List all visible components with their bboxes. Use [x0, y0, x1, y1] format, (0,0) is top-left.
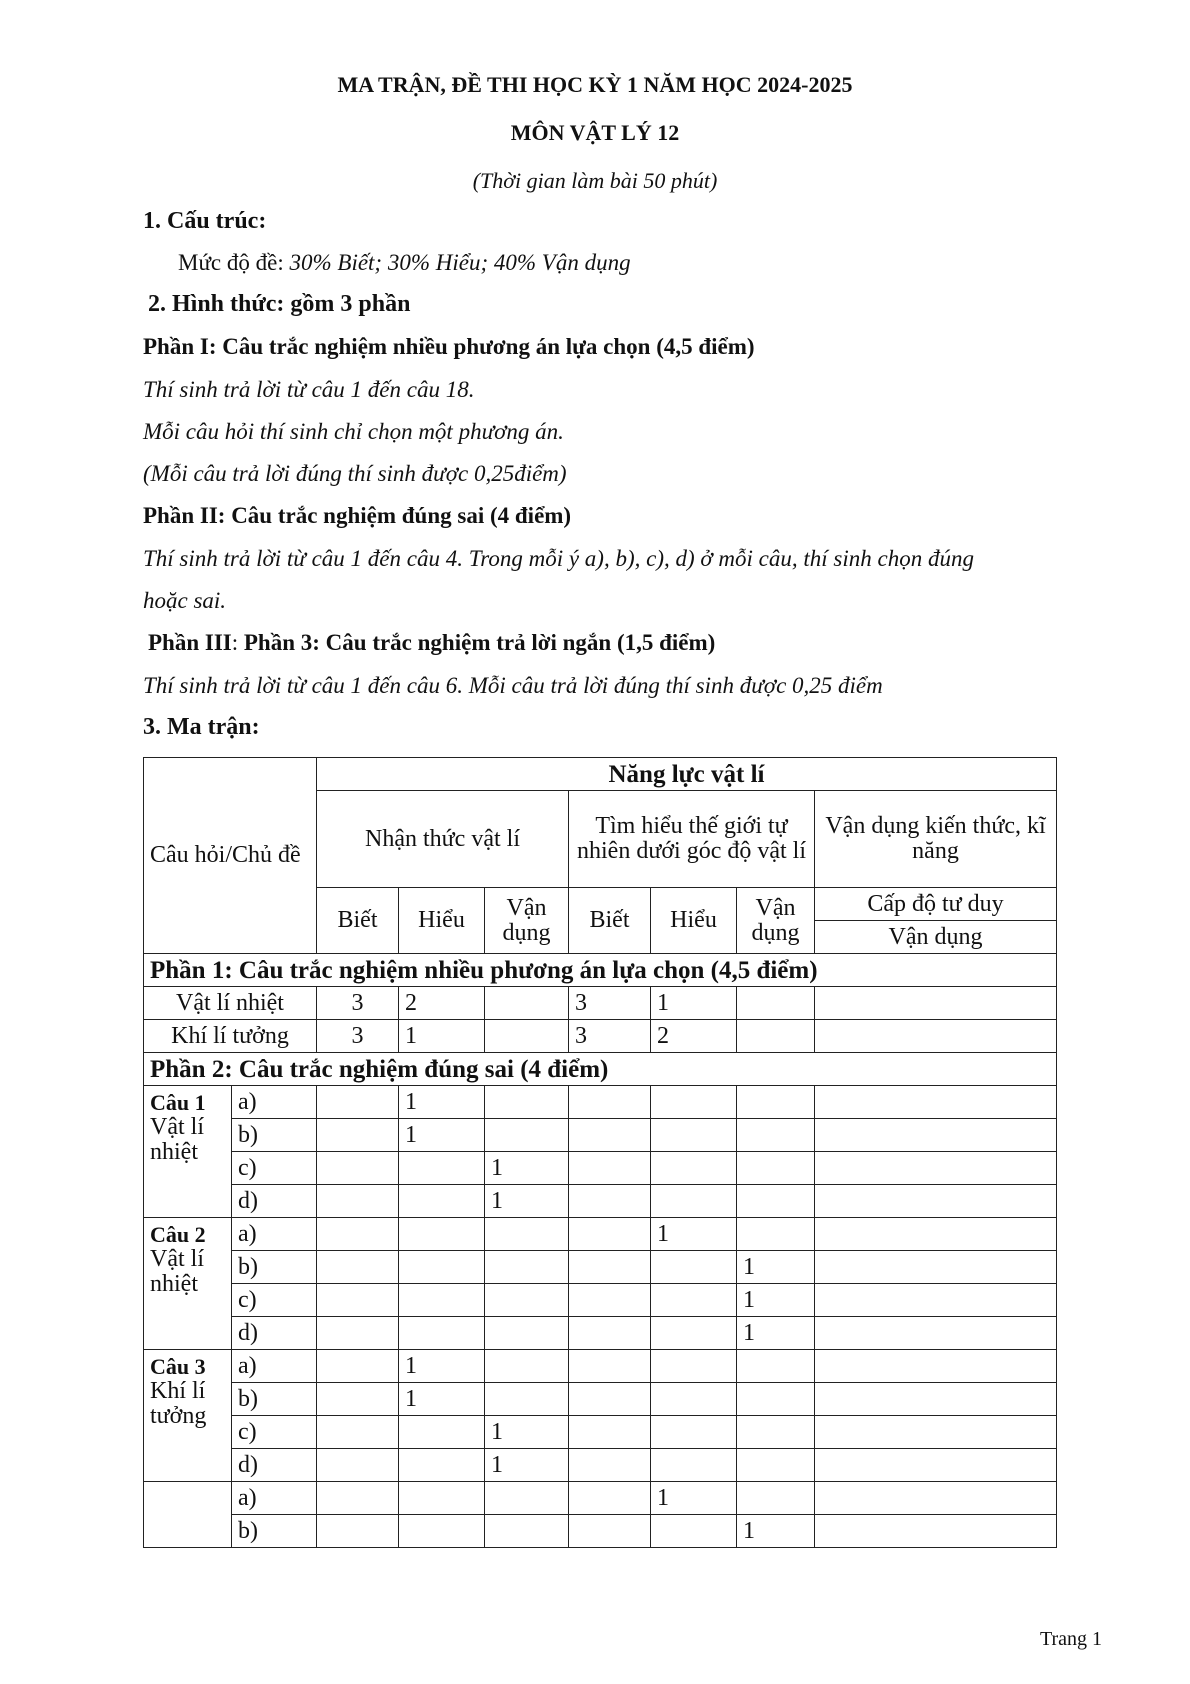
- value-cell: [815, 1152, 1057, 1185]
- doc-title: MA TRẬN, ĐỀ THI HỌC KỲ 1 NĂM HỌC 2024-2025: [337, 72, 853, 97]
- value-cell: [317, 1086, 399, 1119]
- value-cell: [651, 1416, 737, 1449]
- section-1-title: Phần 1: Câu trắc nghiệm nhiều phương án lựa chọn (4,5 điểm): [144, 954, 1057, 987]
- value-cell: [737, 1152, 815, 1185]
- part1-title: Phần I: Câu trắc nghiệm nhiều phương án lựa chọn (4,5 điểm): [143, 334, 755, 359]
- table-row: [144, 1251, 1057, 1284]
- question-label: Câu 3: [150, 1354, 206, 1379]
- question-topic: Khí lí tưởng: [150, 1378, 207, 1429]
- section-row-2: [144, 1053, 1057, 1086]
- item-cell: c): [232, 1416, 317, 1449]
- value-cell: 1: [399, 1086, 485, 1119]
- value-cell: 1: [737, 1317, 815, 1350]
- question-topic: Vật lí nhiệt: [150, 1246, 204, 1297]
- value-cell: 1: [485, 1416, 569, 1449]
- value-cell: [399, 1218, 485, 1251]
- value-cell: [317, 1416, 399, 1449]
- value-cell: [815, 1383, 1057, 1416]
- value-cell: [815, 1350, 1057, 1383]
- item-cell: c): [232, 1284, 317, 1317]
- value-cell: [815, 1086, 1057, 1119]
- part3-title-a: Phần III: [148, 630, 232, 655]
- section-row-1: [144, 954, 1057, 987]
- table-row: [144, 1383, 1057, 1416]
- page-number: Trang 1: [1040, 1628, 1103, 1650]
- value-cell: [317, 1383, 399, 1416]
- matrix-heading: 3. Ma trận:: [143, 714, 260, 740]
- value-cell: [399, 1515, 485, 1548]
- value-cell: 3: [569, 1020, 651, 1053]
- table-row: [144, 1152, 1057, 1185]
- value-cell: [737, 1086, 815, 1119]
- item-cell: d): [232, 1317, 317, 1350]
- table-row: [144, 1449, 1057, 1482]
- group-header: Năng lực vật lí: [317, 758, 1057, 791]
- part3-title-b: :: [231, 630, 244, 655]
- value-cell: [569, 1317, 651, 1350]
- table-row: [144, 987, 1057, 1020]
- item-cell: c): [232, 1152, 317, 1185]
- value-cell: 1: [485, 1449, 569, 1482]
- value-cell: [317, 1515, 399, 1548]
- item-cell: a): [232, 1086, 317, 1119]
- doc-subject: MÔN VẬT LÝ 12: [510, 120, 680, 145]
- table-row: [144, 1086, 1057, 1119]
- value-cell: [737, 1482, 815, 1515]
- value-cell: 1: [737, 1251, 815, 1284]
- value-cell: [317, 1482, 399, 1515]
- value-cell: [569, 1251, 651, 1284]
- value-cell: [737, 1350, 815, 1383]
- value-cell: [651, 1152, 737, 1185]
- value-cell: [737, 1416, 815, 1449]
- thinking-level: Cấp độ tư duy: [815, 888, 1057, 921]
- value-cell: [399, 1482, 485, 1515]
- value-cell: 1: [737, 1284, 815, 1317]
- matrix-body: [144, 758, 1057, 1086]
- value-cell: [485, 1317, 569, 1350]
- value-cell: [485, 1086, 569, 1119]
- value-cell: [569, 1383, 651, 1416]
- table-row: [144, 1185, 1057, 1218]
- level-hieu-2: Hiểu: [651, 888, 737, 954]
- value-cell: [399, 1416, 485, 1449]
- part3-line: Thí sinh trả lời từ câu 1 đến câu 6. Mỗi câu trả lời đúng thí sinh được 0,25 điểm: [143, 673, 883, 698]
- item-cell: a): [232, 1350, 317, 1383]
- value-cell: [815, 987, 1057, 1020]
- topic-cell: Khí lí tưởng: [144, 1020, 317, 1053]
- value-cell: [399, 1284, 485, 1317]
- part1-line-2: Mỗi câu hỏi thí sinh chỉ chọn một phương án.: [143, 419, 564, 444]
- value-cell: [815, 1416, 1057, 1449]
- value-cell: [485, 1350, 569, 1383]
- part1-line-1: Thí sinh trả lời từ câu 1 đến câu 18.: [143, 377, 475, 402]
- item-cell: d): [232, 1185, 317, 1218]
- value-cell: [485, 1020, 569, 1053]
- value-cell: [317, 1350, 399, 1383]
- value-cell: [737, 987, 815, 1020]
- question-label: Câu 1: [150, 1090, 206, 1115]
- value-cell: [317, 1251, 399, 1284]
- value-cell: [485, 1383, 569, 1416]
- value-cell: [815, 1317, 1057, 1350]
- corner-header: Câu hỏi/Chủ đề: [144, 758, 317, 954]
- table-row: [144, 1218, 1057, 1251]
- value-cell: 1: [651, 1482, 737, 1515]
- doc-duration: (Thời gian làm bài 50 phút): [472, 168, 718, 193]
- value-cell: [569, 1086, 651, 1119]
- value-cell: [651, 1284, 737, 1317]
- value-cell: [399, 1152, 485, 1185]
- value-cell: [815, 1482, 1057, 1515]
- table-row: [144, 1317, 1057, 1350]
- level-vandung-1: Vận dụng: [485, 888, 569, 954]
- matrix-table: [143, 757, 1057, 1548]
- value-cell: [737, 1185, 815, 1218]
- item-cell: b): [232, 1251, 317, 1284]
- question-cell: [144, 1218, 232, 1350]
- value-cell: [815, 1218, 1057, 1251]
- question-topic: Vật lí nhiệt: [150, 1114, 204, 1165]
- value-cell: [815, 1185, 1057, 1218]
- structure-level-value: 30% Biết; 30% Hiểu; 40% Vận dụng: [289, 250, 631, 275]
- value-cell: [737, 1383, 815, 1416]
- section-2-title: Phần 2: Câu trắc nghiệm đúng sai (4 điểm): [144, 1053, 1057, 1086]
- table-row: [144, 1482, 1057, 1515]
- value-cell: [569, 1449, 651, 1482]
- value-cell: [485, 987, 569, 1020]
- value-cell: 3: [569, 987, 651, 1020]
- competency-1: Nhận thức vật lí: [317, 791, 569, 888]
- value-cell: [651, 1251, 737, 1284]
- level-vandung-2: Vận dụng: [737, 888, 815, 954]
- part3-title: [148, 630, 715, 656]
- item-cell: b): [232, 1119, 317, 1152]
- value-cell: [815, 1515, 1057, 1548]
- structure-heading: 1. Cấu trúc:: [143, 208, 267, 234]
- value-cell: [569, 1284, 651, 1317]
- competency-2: Tìm hiểu thế giới tự nhiên dưới góc độ vật lí: [569, 791, 815, 888]
- competency-3: Vận dụng kiến thức, kĩ năng: [815, 791, 1057, 888]
- question-cell: [144, 1086, 232, 1218]
- value-cell: [569, 1152, 651, 1185]
- table-row: [144, 1350, 1057, 1383]
- value-cell: 1: [399, 1119, 485, 1152]
- item-cell: b): [232, 1515, 317, 1548]
- level-hieu-1: Hiểu: [399, 888, 485, 954]
- value-cell: [651, 1185, 737, 1218]
- value-cell: 1: [399, 1020, 485, 1053]
- value-cell: [569, 1515, 651, 1548]
- part2-line-1: Thí sinh trả lời từ câu 1 đến câu 4. Trong mỗi ý a), b), c), d) ở mỗi câu, thí sinh chọn đúng: [143, 546, 974, 571]
- value-cell: [815, 1251, 1057, 1284]
- value-cell: [737, 1218, 815, 1251]
- value-cell: [737, 1449, 815, 1482]
- value-cell: [317, 1317, 399, 1350]
- value-cell: 1: [485, 1185, 569, 1218]
- level-biet-2: Biết: [569, 888, 651, 954]
- value-cell: [485, 1515, 569, 1548]
- value-cell: [651, 1350, 737, 1383]
- value-cell: [737, 1119, 815, 1152]
- value-cell: [737, 1020, 815, 1053]
- topic-cell: Vật lí nhiệt: [144, 987, 317, 1020]
- table-row: [144, 1515, 1057, 1548]
- value-cell: 3: [317, 987, 399, 1020]
- value-cell: [485, 1218, 569, 1251]
- item-cell: a): [232, 1218, 317, 1251]
- part3-title-c: Phần 3: Câu trắc nghiệm trả lời ngắn (1,5 điểm): [243, 630, 716, 655]
- item-cell: b): [232, 1383, 317, 1416]
- value-cell: [651, 1317, 737, 1350]
- question-cell: [144, 1350, 232, 1482]
- thinking-vandung: Vận dụng: [815, 921, 1057, 954]
- value-cell: [815, 1284, 1057, 1317]
- value-cell: [399, 1185, 485, 1218]
- question-cell: [144, 1482, 232, 1548]
- value-cell: [485, 1251, 569, 1284]
- value-cell: [569, 1218, 651, 1251]
- item-cell: d): [232, 1449, 317, 1482]
- value-cell: 1: [651, 987, 737, 1020]
- value-cell: 1: [399, 1383, 485, 1416]
- value-cell: [651, 1119, 737, 1152]
- value-cell: [651, 1515, 737, 1548]
- value-cell: [651, 1383, 737, 1416]
- value-cell: [569, 1185, 651, 1218]
- table-row: [144, 1284, 1057, 1317]
- value-cell: [815, 1449, 1057, 1482]
- header-row-1: [144, 758, 1057, 791]
- part2-line-2: hoặc sai.: [143, 588, 227, 613]
- value-cell: [317, 1185, 399, 1218]
- value-cell: [399, 1317, 485, 1350]
- value-cell: [485, 1119, 569, 1152]
- table-row: [144, 1020, 1057, 1053]
- level-biet-1: Biết: [317, 888, 399, 954]
- item-cell: a): [232, 1482, 317, 1515]
- part1-line-3: (Mỗi câu trả lời đúng thí sinh được 0,25điểm): [143, 461, 567, 486]
- value-cell: 1: [485, 1152, 569, 1185]
- question-label: Câu 2: [150, 1222, 206, 1247]
- value-cell: 1: [399, 1350, 485, 1383]
- structure-level: [178, 250, 631, 276]
- value-cell: [399, 1251, 485, 1284]
- value-cell: [569, 1350, 651, 1383]
- value-cell: [815, 1020, 1057, 1053]
- value-cell: [317, 1218, 399, 1251]
- value-cell: [399, 1449, 485, 1482]
- value-cell: [569, 1482, 651, 1515]
- value-cell: [569, 1416, 651, 1449]
- form-heading: 2. Hình thức: gồm 3 phần: [148, 291, 411, 317]
- table-row: [144, 1119, 1057, 1152]
- value-cell: [317, 1449, 399, 1482]
- structure-level-label: Mức độ đề:: [178, 250, 290, 275]
- part2-title: Phần II: Câu trắc nghiệm đúng sai (4 điểm): [143, 503, 572, 528]
- value-cell: 1: [651, 1218, 737, 1251]
- value-cell: 1: [737, 1515, 815, 1548]
- value-cell: [485, 1482, 569, 1515]
- part2-body: [144, 1086, 1057, 1548]
- value-cell: [815, 1119, 1057, 1152]
- value-cell: [485, 1284, 569, 1317]
- value-cell: [317, 1152, 399, 1185]
- value-cell: 2: [399, 987, 485, 1020]
- value-cell: 2: [651, 1020, 737, 1053]
- value-cell: [651, 1449, 737, 1482]
- value-cell: 3: [317, 1020, 399, 1053]
- value-cell: [317, 1119, 399, 1152]
- value-cell: [317, 1284, 399, 1317]
- value-cell: [651, 1086, 737, 1119]
- table-row: [144, 1416, 1057, 1449]
- value-cell: [569, 1119, 651, 1152]
